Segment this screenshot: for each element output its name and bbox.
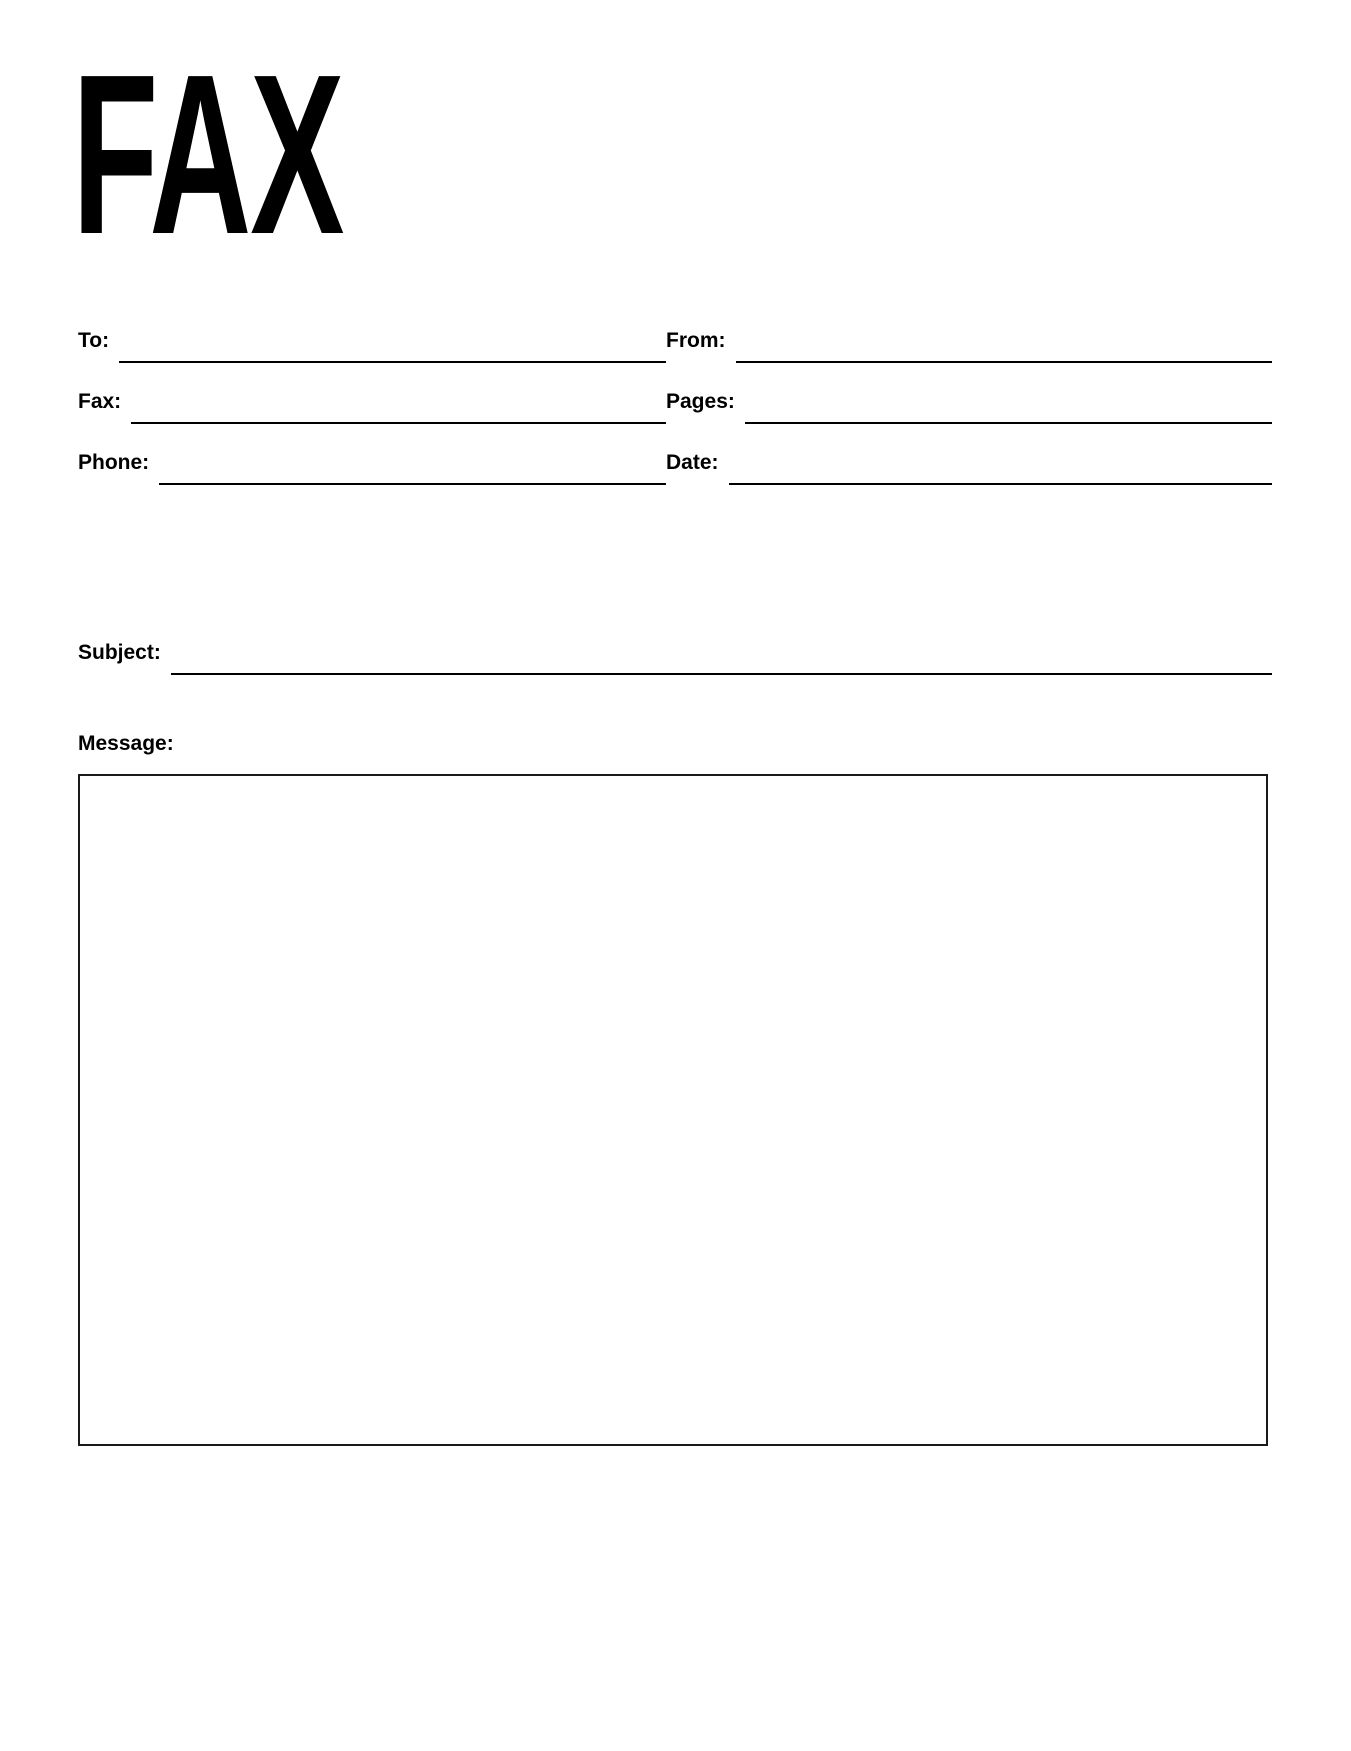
field-pages-rule [745,422,1272,424]
field-fax-rule [131,422,666,424]
page-title: FAX [72,28,344,282]
field-fax-label: Fax: [78,390,122,413]
field-to-label: To: [78,329,110,352]
field-pages[interactable] [666,389,1272,429]
field-date-rule [729,483,1272,485]
field-subject-label: Subject: [78,641,161,664]
field-from-rule [736,361,1272,363]
field-to-rule [119,361,666,363]
field-row-fax-pages [78,389,1272,429]
field-phone-label: Phone: [78,451,150,474]
field-phone[interactable] [78,450,666,490]
field-phone-rule [159,483,666,485]
field-date-label: Date: [666,451,719,474]
field-from-label: From: [666,329,726,352]
field-subject-rule [171,673,1272,675]
message-textarea[interactable] [78,774,1268,1446]
field-message-label: Message: [78,732,174,755]
field-pages-label: Pages: [666,390,735,413]
field-to[interactable] [78,328,666,368]
field-fax[interactable] [78,389,666,429]
field-row-phone-date [78,450,1272,490]
field-row-to-from [78,328,1272,368]
field-subject[interactable] [78,640,1272,680]
field-date[interactable] [666,450,1272,490]
field-from[interactable] [666,328,1272,368]
